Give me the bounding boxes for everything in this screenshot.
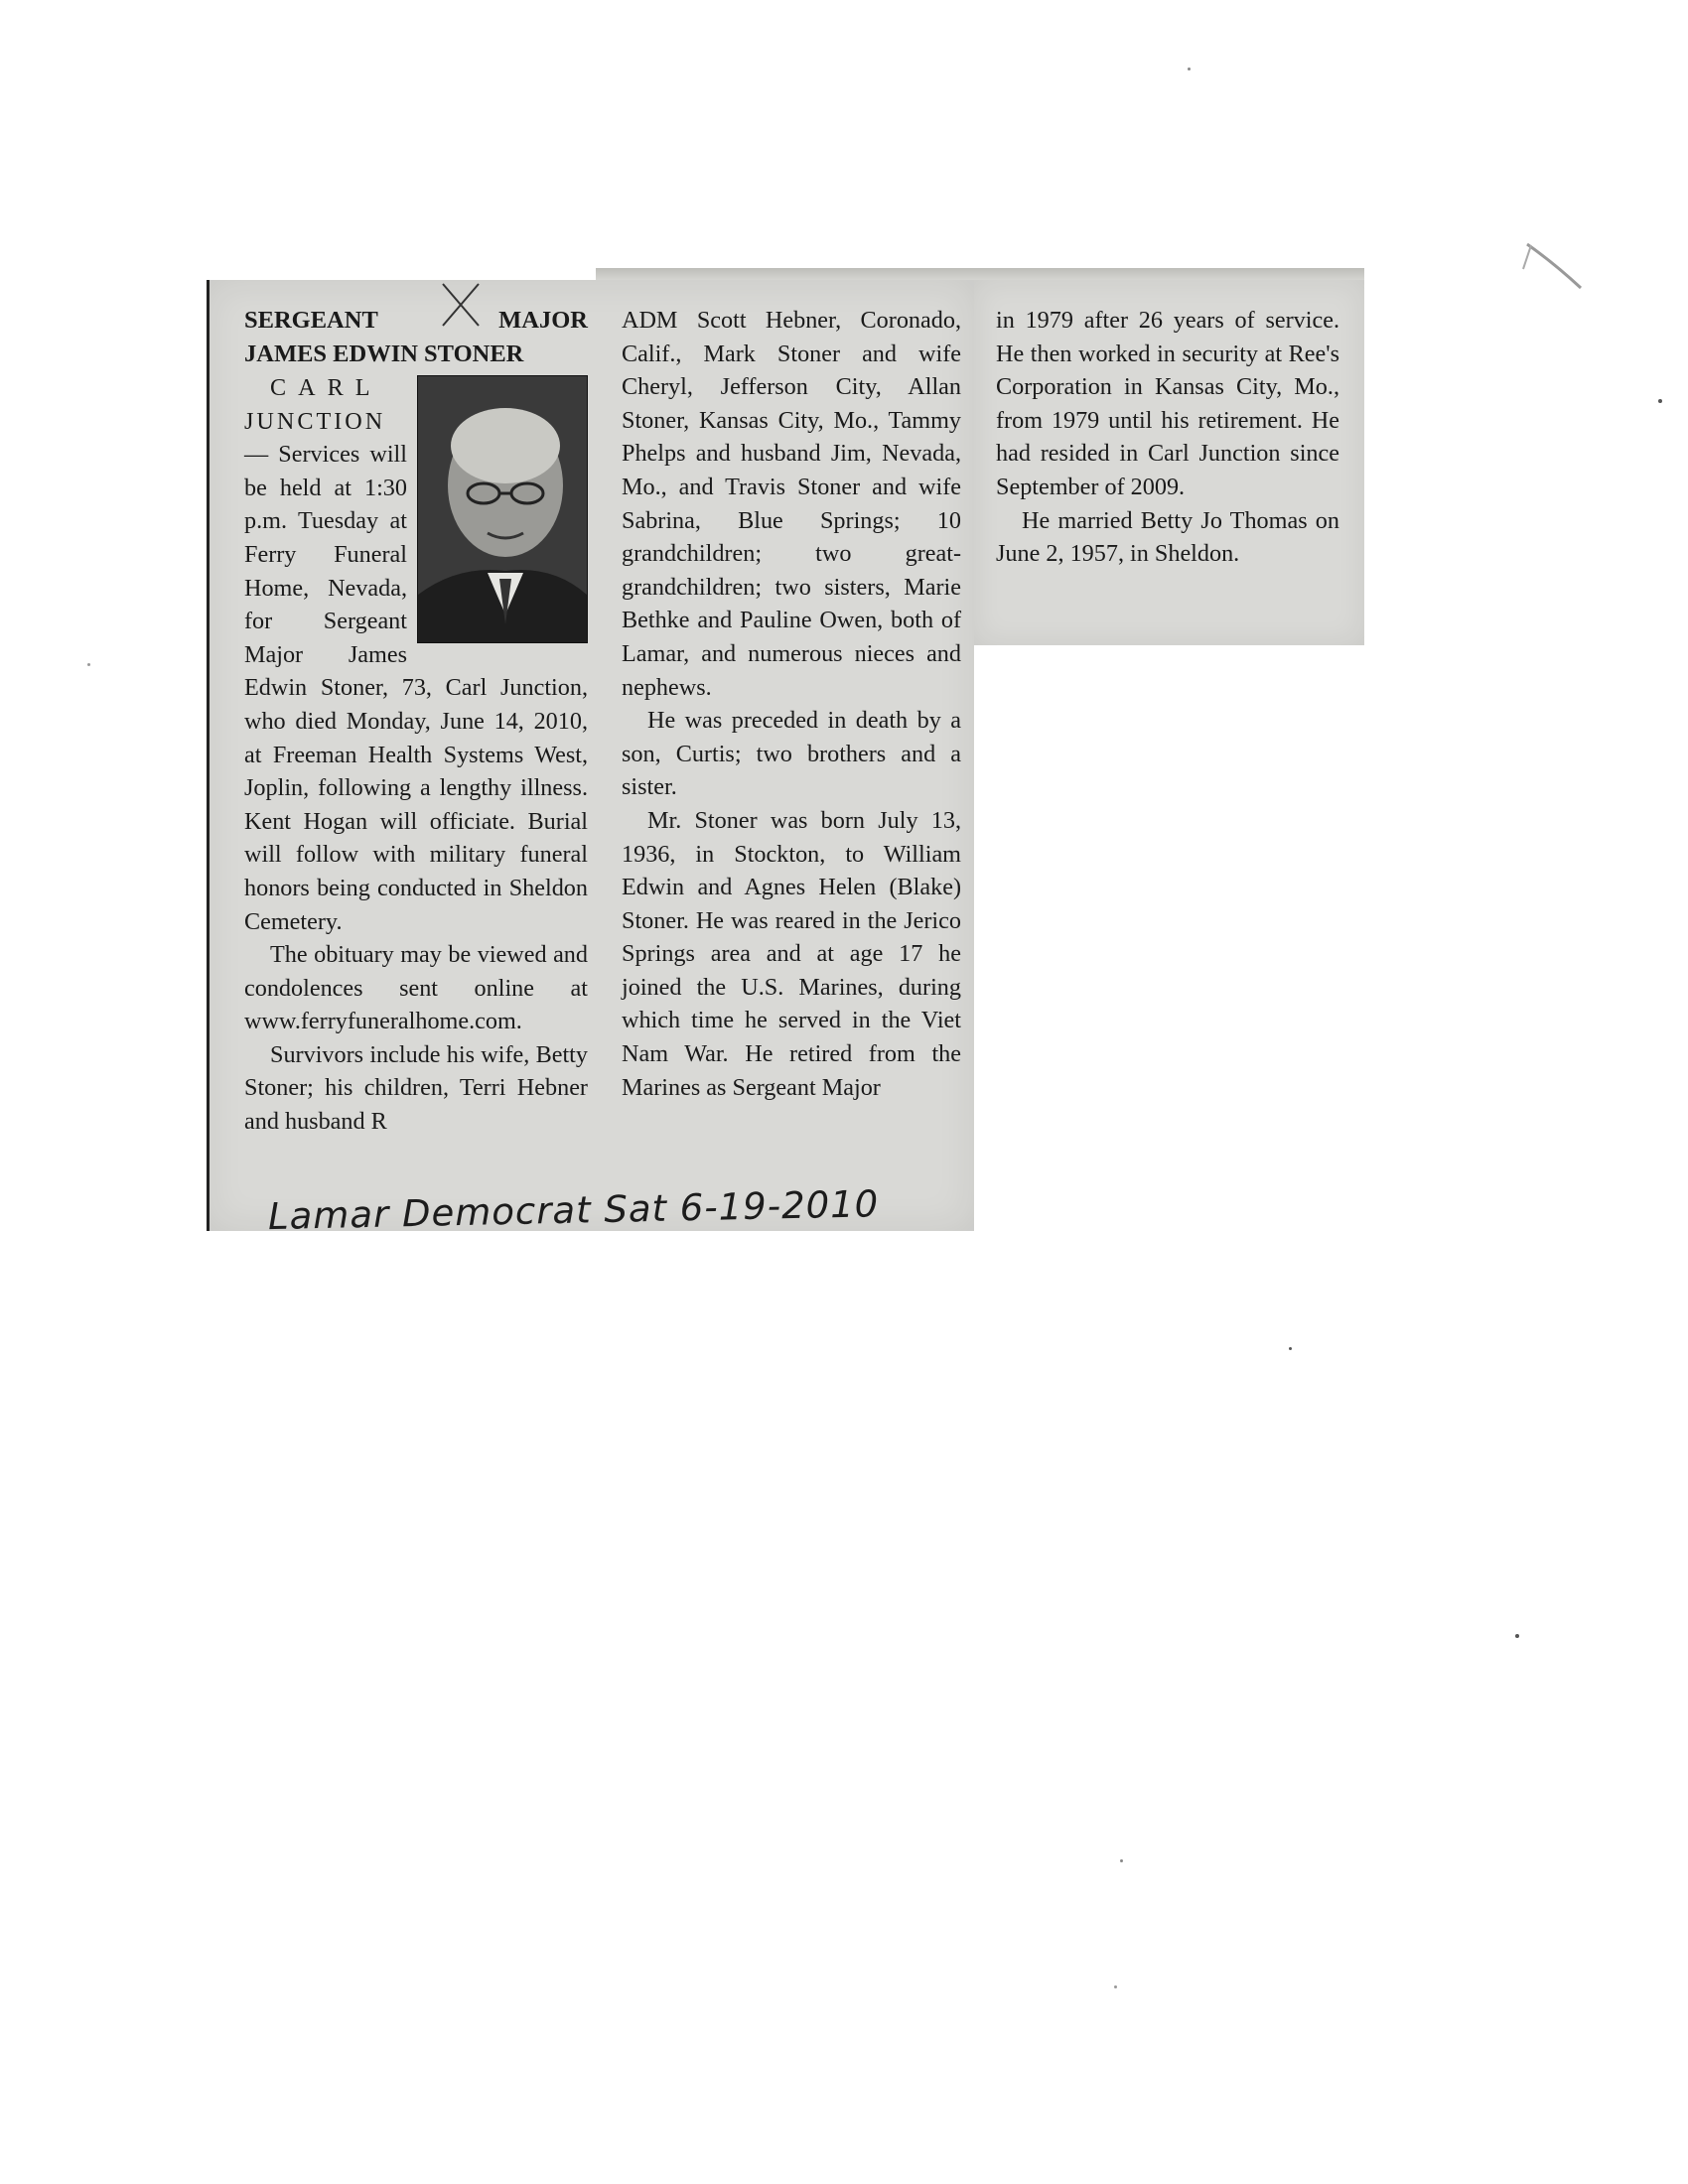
lead-paragraph: — Services will be held at 1:30 p.m. Tuesday at Ferry Funeral Home, Nevada, for Sergeant Major James Edwin Stoner, 73, Carl Junction, who died Monday, June 14, 2010, at Freeman Health Systems West, Joplin, following a lengthy illness. Kent Hogan will officiate. Burial will follow with military funeral honors being conducted in Sheldon Cemetery.	[244, 441, 588, 935]
column-3	[996, 304, 1339, 571]
column-1	[244, 304, 588, 1139]
obituary-headline	[244, 304, 588, 371]
dateline-line-1: CARL	[270, 374, 382, 401]
headline-line-1: SERGEANT MAJOR	[244, 307, 588, 334]
scan-speck	[1289, 1347, 1292, 1350]
survivors-paragraph-start: Survivors include his wife, Betty Stoner; his children, Terri Hebner and husband R	[244, 1040, 588, 1136]
headline-line-2: JAMES EDWIN STONER	[244, 341, 524, 367]
column-2	[622, 304, 961, 1104]
scan-speck	[1114, 1985, 1117, 1988]
handwritten-source-note: Lamar Democrat Sat 6-19-2010	[267, 1182, 880, 1239]
online-paragraph: The obituary may be viewed and condolences sent online at www.ferryfuneralhome.com.	[244, 941, 588, 1035]
portrait-photo	[417, 375, 588, 643]
survivors-paragraph-continued: ADM Scott Hebner, Coronado, Calif., Mark Stoner and wife Cheryl, Jefferson City, Allan Stoner, Kansas City, Mo., Tammy Phelps and husband Jim, Nevada, Mo., and Travis Stoner and wife Sabrina, Blue Springs; 10 grandchildren; two great-grandchildren; two sisters, Marie Bethke and Pauline Owen, both of Lamar, and numerous nieces and nephews.	[622, 307, 961, 701]
scan-speck	[1515, 1634, 1519, 1638]
born-paragraph-continued: in 1979 after 26 years of service. He then worked in security at Ree's Corporation in Kansas City, Mo., from 1979 until his retirement. He had resided in Carl Junction since September of 2009.	[996, 307, 1339, 500]
scan-mark-top-right-2	[1517, 243, 1537, 273]
scan-speck	[1658, 399, 1662, 403]
scan-speck	[87, 663, 90, 666]
preceded-paragraph: He was preceded in death by a son, Curtis; two brothers and a sister.	[622, 707, 961, 801]
dateline-line-2: JUNCTION	[244, 407, 386, 435]
scan-speck	[1120, 1859, 1123, 1862]
married-paragraph: He married Betty Jo Thomas on June 2, 1957, in Sheldon.	[996, 506, 1339, 568]
lead-paragraph-block	[244, 371, 588, 938]
born-paragraph-start: Mr. Stoner was born July 13, 1936, in Stockton, to William Edwin and Agnes Helen (Blake) Stoner. He was reared in the Jerico Springs area and at age 17 he joined the U.S. Marines, during which time he served in the Viet Nam War. He retired from the Marines as Sergeant Major	[622, 806, 961, 1101]
scan-speck	[1188, 68, 1191, 70]
